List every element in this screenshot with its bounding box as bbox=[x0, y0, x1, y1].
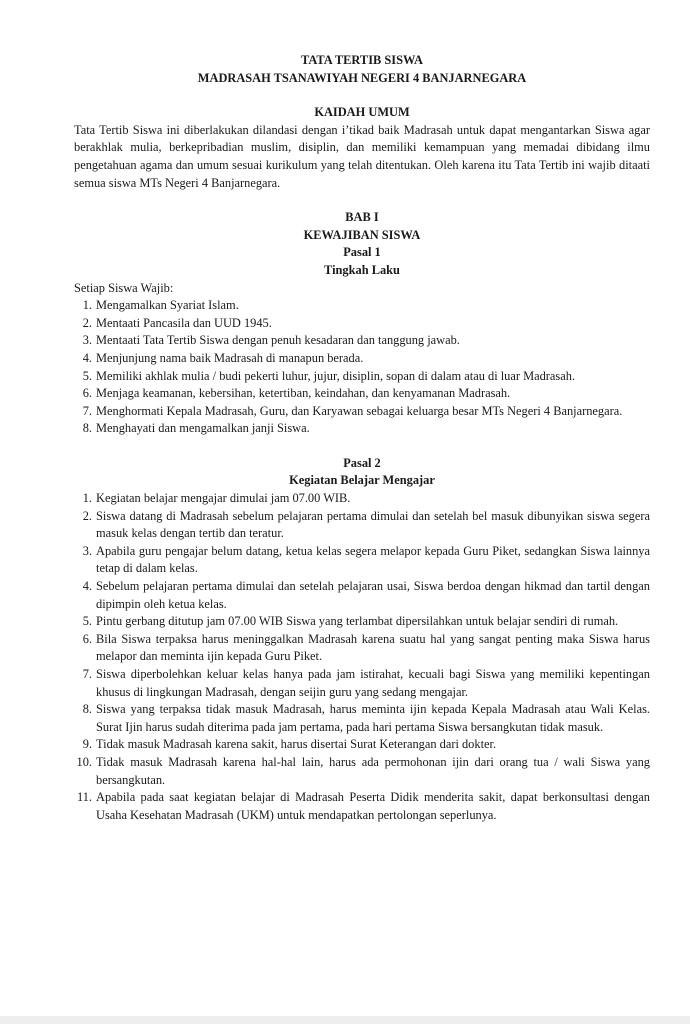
list-item bbox=[74, 297, 650, 315]
list-item bbox=[74, 420, 650, 438]
list-item-number: 2. bbox=[82, 315, 92, 330]
pasal-2-list bbox=[74, 490, 650, 824]
list-item bbox=[74, 332, 650, 350]
list-item-number: 6. bbox=[82, 386, 92, 401]
list-item bbox=[74, 490, 650, 508]
list-item-text: Mentaati Pancasila dan UUD 1945. bbox=[96, 315, 272, 330]
list-item-text: Kegiatan belajar mengajar dimulai jam 07.00 WIB. bbox=[96, 491, 351, 506]
list-item-text: Siswa diperbolehkan keluar kelas hanya pada jam istirahat, kecuali bagi Siswa yang memiliki kepentingan khusus di lingkungan Madrasah, dengan seijin guru yang sedang mengajar. bbox=[96, 667, 650, 699]
list-item-text: Pintu gerbang ditutup jam 07.00 WIB Siswa yang terlambat dipersilahkan untuk belajar sendiri di rumah. bbox=[96, 614, 619, 629]
pasal-1-label: Pasal 1 bbox=[343, 245, 381, 260]
list-item bbox=[74, 666, 650, 701]
list-item-number: 4. bbox=[82, 350, 92, 365]
list-item-number: 7. bbox=[82, 667, 92, 681]
list-item-number: 3. bbox=[82, 543, 92, 558]
list-item-text: Mentaati Tata Tertib Siswa dengan penuh kesadaran dan tanggung jawab. bbox=[96, 333, 460, 348]
bab-title: KEWAJIBAN SISWA bbox=[303, 227, 421, 242]
list-item-number: 2. bbox=[82, 508, 92, 523]
list-item-text: Tidak masuk Madrasah karena hal-hal lain, harus ada permohonan ijin dari orang tua / wali Siswa yang bersangkutan. bbox=[96, 754, 650, 787]
pasal-1-list bbox=[74, 297, 650, 438]
kaidah-paragraph: Tata Tertib Siswa ini diberlakukan dilandasi dengan i’tikad baik Madrasah untuk dapat mengantarkan Siswa agar berakhlak mulia, berkepribadian muslim, disiplin, dan memiliki kemampuan yang memadai dibidang ilmu pengetahuan agama dan umum sesuai kurikulum yang telah ditentukan. Oleh karena itu Tata Tertib ini wajib ditaati semua siswa MTs Negeri 4 Banjarnegara. bbox=[74, 122, 650, 190]
list-item bbox=[74, 368, 650, 386]
list-item-number: 1. bbox=[82, 298, 92, 313]
list-item bbox=[74, 508, 650, 543]
list-item-number: 8. bbox=[82, 702, 92, 717]
list-item-text: Bila Siswa terpaksa harus meninggalkan Madrasah karena suatu hal yang sangat penting maka Siswa harus melapor dan meminta ijin kepada Guru Piket. bbox=[96, 631, 650, 664]
list-item-number: 5. bbox=[82, 614, 92, 629]
list-item bbox=[74, 543, 650, 578]
list-item-number: 9. bbox=[82, 737, 92, 752]
list-item-text: Menjaga keamanan, kebersihan, ketertiban, keindahan, dan kenyamanan Madrasah. bbox=[96, 386, 511, 401]
document-title: TATA TERTIB SISWA bbox=[301, 53, 423, 67]
list-item-text: Tidak masuk Madrasah karena sakit, harus disertai Surat Keterangan dari dokter. bbox=[96, 737, 497, 752]
list-item bbox=[74, 578, 650, 613]
pasal-2-title: Kegiatan Belajar Mengajar bbox=[289, 473, 435, 488]
list-item bbox=[74, 701, 650, 736]
list-item-number: 6. bbox=[82, 631, 92, 646]
list-item-text: Sebelum pelajaran pertama dimulai dan setelah pelajaran usai, Siswa berdoa dengan hikmad dan tartil dengan dipimpin oleh ketua kelas. bbox=[96, 579, 650, 611]
list-item-text: Mengamalkan Syariat Islam. bbox=[96, 298, 239, 313]
document-subtitle: MADRASAH TSANAWIYAH NEGERI 4 BANJARNEGARA bbox=[197, 70, 527, 85]
list-item bbox=[74, 613, 650, 631]
list-item bbox=[74, 385, 650, 403]
pasal-1-intro: Setiap Siswa Wajib: bbox=[74, 280, 174, 295]
list-item-text: Menghormati Kepala Madrasah, Guru, dan Karyawan sebagai keluarga besar MTs Negeri 4 Banjarnegara. bbox=[96, 403, 623, 418]
list-item-number: 10. bbox=[76, 754, 92, 769]
pasal-1-title: Tingkah Laku bbox=[324, 262, 400, 277]
list-item bbox=[74, 736, 650, 754]
list-item-number: 7. bbox=[82, 403, 92, 418]
list-item bbox=[74, 403, 650, 421]
list-item-number: 11. bbox=[76, 790, 92, 805]
bab-label: BAB I bbox=[345, 210, 379, 225]
list-item-number: 4. bbox=[82, 579, 92, 594]
list-item-number: 1. bbox=[82, 491, 92, 506]
list-item-text: Memiliki akhlak mulia / budi pekerti luhur, jujur, disiplin, sopan di dalam atau di luar Madrasah. bbox=[96, 368, 576, 383]
pasal-2-label: Pasal 2 bbox=[343, 455, 381, 470]
list-item-text: Menghayati dan mengamalkan janji Siswa. bbox=[96, 421, 310, 436]
page-edge bbox=[0, 1016, 690, 1024]
list-item-text: Siswa datang di Madrasah sebelum pelajaran pertama dimulai dan setelah bel masuk dibunyikan siswa segera masuk kelas dengan tertib dan teratur. bbox=[96, 508, 650, 541]
list-item-text: Siswa yang terpaksa tidak masuk Madrasah, harus meminta ijin kepada Kepala Madrasah atau Wali Kelas. Surat Ijin harus sudah diterima pada jam pertama, pada hari pertama Siswa bersangkutan tidak masuk. bbox=[96, 702, 650, 734]
list-item bbox=[74, 754, 650, 789]
list-item bbox=[74, 350, 650, 368]
list-item-number: 5. bbox=[82, 368, 92, 383]
list-item bbox=[74, 789, 650, 824]
list-item-text: Menjunjung nama baik Madrasah di manapun berada. bbox=[96, 350, 364, 365]
kaidah-heading: KAIDAH UMUM bbox=[314, 105, 410, 120]
list-item-number: 3. bbox=[82, 333, 92, 348]
list-item-text: Apabila pada saat kegiatan belajar di Madrasah Peserta Didik menderita sakit, dapat berkonsultasi dengan Usaha Kesehatan Madrasah (UKM) untuk mendapatkan pertolongan seperlunya. bbox=[96, 790, 650, 822]
list-item-text: Apabila guru pengajar belum datang, ketua kelas segera melapor kepada Guru Piket, sedangkan Siswa lainnya tetap di dalam kelas. bbox=[96, 543, 650, 576]
list-item-number: 8. bbox=[82, 421, 92, 436]
list-item bbox=[74, 631, 650, 666]
list-item bbox=[74, 315, 650, 333]
